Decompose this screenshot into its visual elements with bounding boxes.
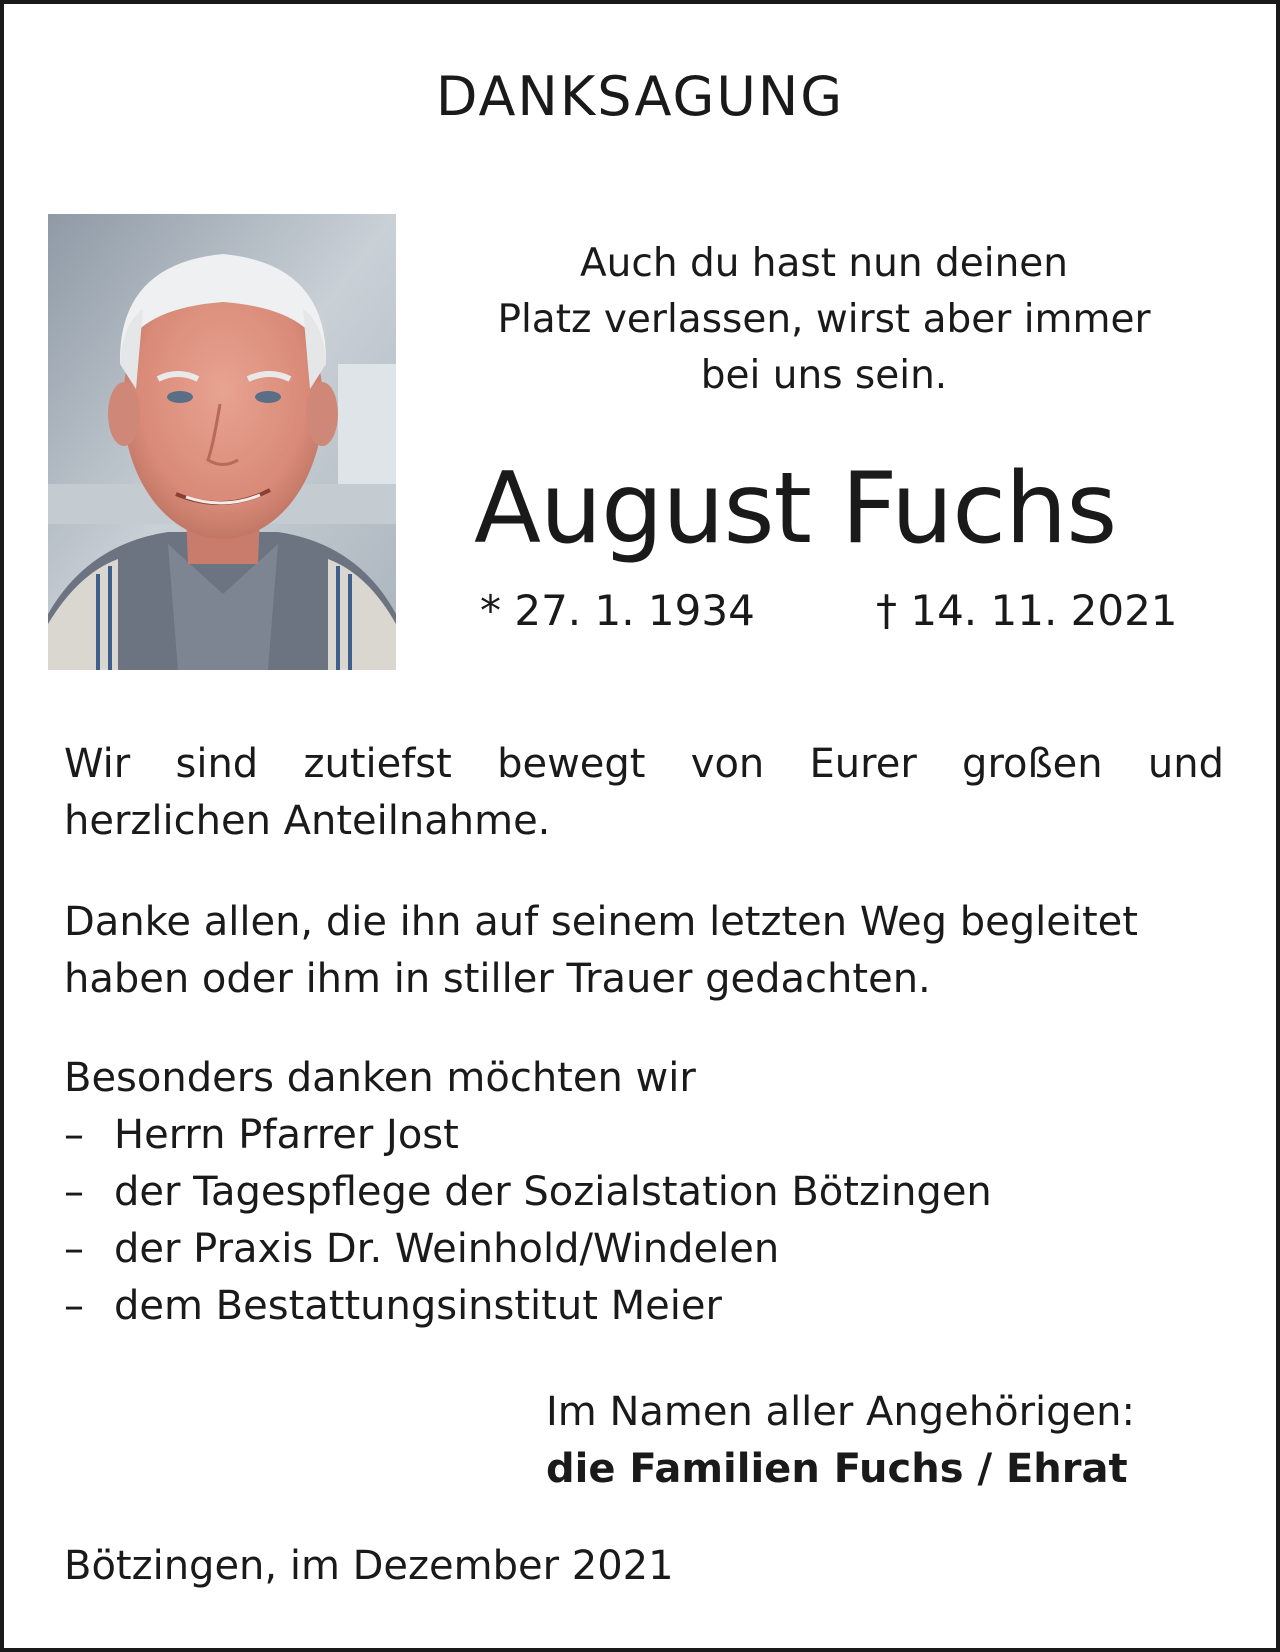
dash-bullet: – xyxy=(64,1112,84,1158)
list-item-text: Herrn Pfarrer Jost xyxy=(114,1112,459,1158)
list-item xyxy=(64,1221,1224,1278)
gratitude-paragraph xyxy=(64,736,1224,850)
paragraph-line: Wir sind zutiefst bewegt von Eurer großen und xyxy=(64,741,1224,787)
notice-heading: DANKSAGUNG xyxy=(435,65,845,128)
list-item xyxy=(64,1164,1224,1221)
list-item-text: der Tagespflege der Sozialstation Bötzingen xyxy=(114,1169,992,1215)
birth-date: * 27. 1. 1934 xyxy=(480,586,755,635)
list-item-text: der Praxis Dr. Weinhold/Windelen xyxy=(114,1226,780,1272)
verse-line: bei uns sein. xyxy=(700,353,948,398)
verse-line: Auch du hast nun deinen xyxy=(579,241,1068,286)
paragraph-line: haben oder ihm in stiller Trauer gedachten. xyxy=(64,956,931,1002)
deceased-name: August Fuchs xyxy=(474,452,1117,566)
special-thanks-intro: Besonders danken möchten wir xyxy=(64,1055,696,1101)
dash-bullet: – xyxy=(64,1283,84,1329)
death-date: † 14. 11. 2021 xyxy=(876,586,1178,635)
special-thanks-list xyxy=(64,1107,1224,1335)
place-and-date: Bötzingen, im Dezember 2021 xyxy=(64,1543,674,1589)
thanks-paragraph xyxy=(64,894,1224,1008)
family-names: die Familien Fuchs / Ehrat xyxy=(546,1446,1128,1492)
portrait-photo xyxy=(48,214,396,670)
special-thanks xyxy=(64,1050,1224,1335)
paragraph-line: Danke allen, die ihn auf seinem letzten Weg begleitet xyxy=(64,899,1138,945)
memorial-verse xyxy=(434,236,1214,404)
list-item xyxy=(64,1278,1224,1335)
dash-bullet: – xyxy=(64,1226,84,1272)
verse-line: Platz verlassen, wirst aber immer xyxy=(497,297,1151,342)
list-item xyxy=(64,1107,1224,1164)
dash-bullet: – xyxy=(64,1169,84,1215)
list-item-text: dem Bestattungsinstitut Meier xyxy=(114,1283,722,1329)
paragraph-line: herzlichen Anteilnahme. xyxy=(64,798,551,844)
signature-line: Im Namen aller Angehörigen: xyxy=(546,1389,1135,1435)
family-signature xyxy=(546,1384,1135,1498)
